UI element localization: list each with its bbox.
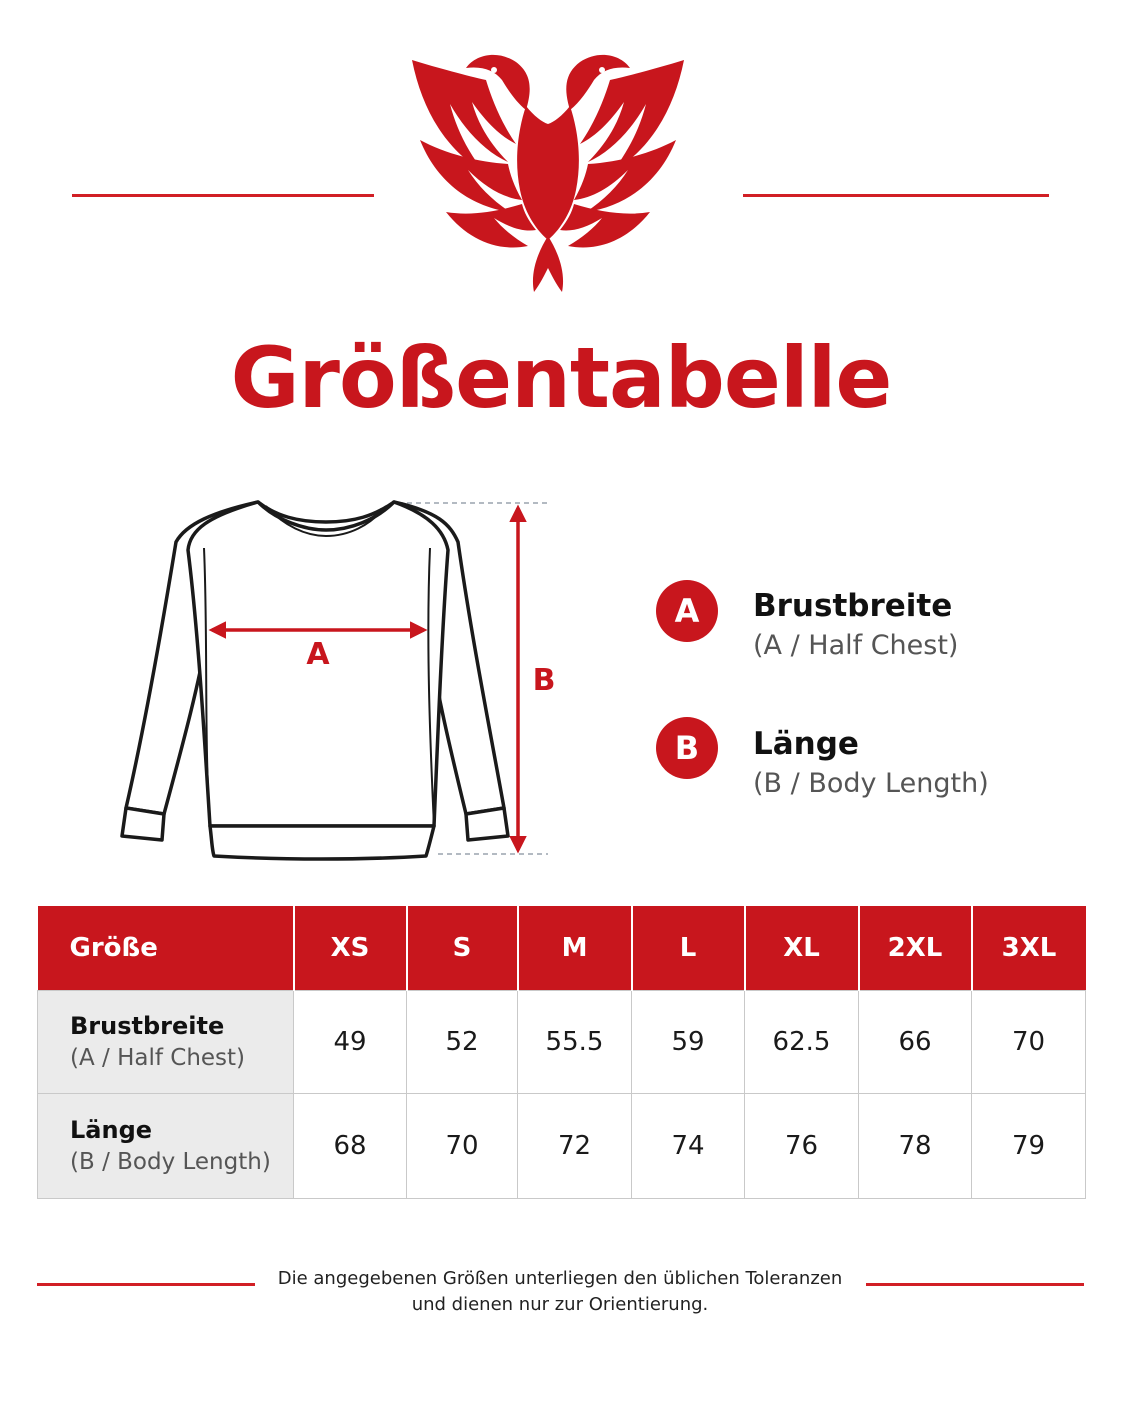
table-cell: 79 [972,1094,1086,1199]
row-header-chest [38,991,294,1094]
row-sub: (B / Body Length) [70,1149,271,1175]
header-rule-left [72,194,374,197]
tolerance-note-line-2: und dienen nur zur Orientierung. [411,1294,709,1315]
header-rule-right [743,194,1049,197]
footer-rule-right [866,1283,1084,1286]
tolerance-note-line-1: Die angegebenen Größen unterliegen den üblichen Toleranzen [277,1268,843,1289]
size-table [37,906,1086,1199]
size-col-m: M [518,906,632,991]
legend-sub-a: (A / Half Chest) [753,630,959,661]
table-corner-label: Größe [38,906,294,991]
table-row [38,1094,1086,1199]
table-cell: 52 [407,991,518,1094]
table-cell: 70 [407,1094,518,1199]
row-name: Länge [70,1116,153,1144]
table-row [38,991,1086,1094]
size-col-3xl: 3XL [972,906,1086,991]
table-cell: 55.5 [518,991,632,1094]
page-title: Größentabelle [230,329,892,427]
size-col-s: S [407,906,518,991]
table-cell: 59 [632,991,745,1094]
legend-name-a: Brustbreite [753,588,953,624]
size-header-row [38,906,1086,991]
label-b: B [532,663,556,698]
tolerance-note [262,1266,858,1318]
legend-badge-b: B [656,717,718,779]
label-a: A [306,637,330,672]
table-cell: 62.5 [745,991,859,1094]
double-headed-eagle-icon [398,40,698,310]
table-cell: 74 [632,1094,745,1199]
sweater-diagram [108,490,568,870]
size-col-xl: XL [745,906,859,991]
table-cell: 49 [294,991,407,1094]
row-name: Brustbreite [70,1012,225,1040]
legend-badge-a: A [656,580,718,642]
table-cell: 66 [859,991,972,1094]
size-col-2xl: 2XL [859,906,972,991]
table-cell: 68 [294,1094,407,1199]
legend-name-b: Länge [753,726,859,762]
legend-sub-b: (B / Body Length) [753,768,989,799]
footer-rule-left [37,1283,255,1286]
size-col-xs: XS [294,906,407,991]
table-cell: 72 [518,1094,632,1199]
row-header-length [38,1094,294,1199]
row-sub: (A / Half Chest) [70,1045,246,1071]
table-cell: 76 [745,1094,859,1199]
size-col-l: L [632,906,745,991]
table-cell: 70 [972,991,1086,1094]
table-cell: 78 [859,1094,972,1199]
